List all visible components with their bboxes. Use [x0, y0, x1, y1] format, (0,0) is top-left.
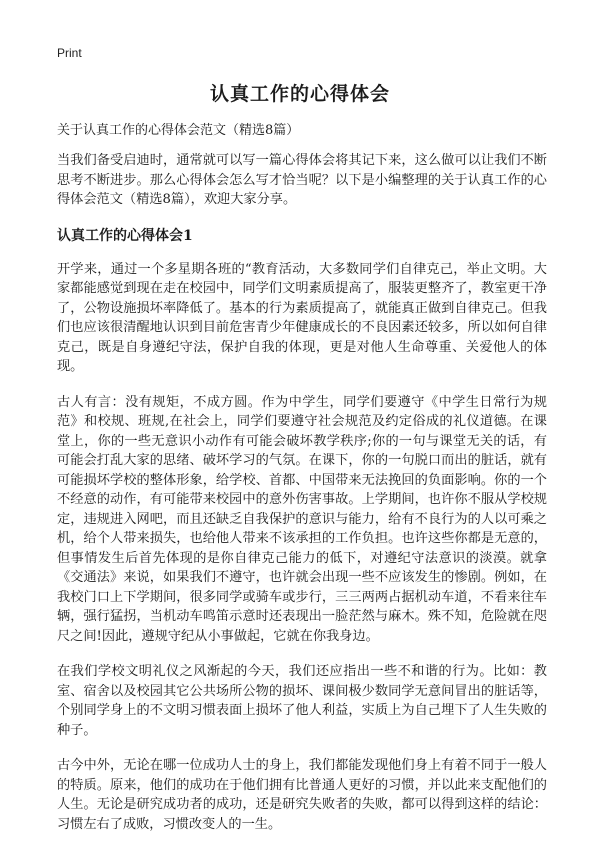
- body-paragraph-3: 在我们学校文明礼仪之风渐起的今天，我们还应指出一些不和谐的行为。比如：教室、宿舍以及校园其它公共场所公物的损坏、课间极少数同学无意间冒出的脏话等，个别同学身上的不文明习惯表面上损坏了他人利益，实质上为自己埋下了人生失败的种子。: [57, 664, 547, 738]
- article-subtitle: 关于认真工作的心得体会范文（精选8篇）: [57, 123, 300, 138]
- section-heading: 认真工作的心得体会1: [57, 227, 193, 244]
- body-paragraph-2: 古人有言：没有规矩，不成方圆。作为中学生，同学们要遵守《中学生日常行为规范》和校规、班规,在社会上，同学们要遵守社会规范及约定俗成的礼仪道德。在课堂上，你的一些无意识小动作有可能会破坏教学秩序;你的一句与课堂无关的话，有可能会打乱大家的思绪、破坏学习的气氛。在课下，你的一句脱口而出的脏话，就有可能损坏学校的整体形象，给学校、首都、中国带来无法挽回的负面影响。你的一个不经意的动作，有可能带来校园中的意外伤害事故。上学期间，也许你不服从学校规定，违规进入网吧，而且还缺乏自我保护的意识与能力，给有不良行为的人以可乘之机，给个人带来损失，也给他人带来不该承担的工作负担。也许这些你都是无意的，但事情发生后首先体现的是你自律克己能力的低下，对遵纪守法意识的淡漠。就拿《交通法》来说，如果我们不遵守，也许就会出现一些不应该发生的惨剧。例如，在我校门口上下学期间，很多同学或骑车或步行，三三两两占据机动车道，不看来往车辆，强行猛拐，当机动车鸣笛示意时还表现出一脸茫然与麻木。殊不知，危险就在咫尺之间!因此，遵规守纪从小事做起，它就在你我身边。: [57, 394, 547, 644]
- print-link[interactable]: Print: [57, 46, 82, 60]
- body-paragraph-1: 开学来，通过一个多星期各班的“教育活动，大多数同学们自律克己，举止文明。大家都能感觉到现在走在校园中，同学们文明素质提高了，服装更整齐了，教室更干净了，公物设施损坏率降低了。基本的行为素质提高了，就能真正做到自律克己。但我们也应该很清醒地认识到目前危害青少年健康成长的不良因素还较多，所以如何自律克己，既是自身遵纪守法，保护自我的体现，更是对他人生命尊重、关爱他人的体现。: [57, 261, 547, 374]
- page-title: 认真工作的心得体会: [209, 83, 390, 105]
- body-paragraph-4: 古今中外，无论在哪一位成功人士的身上，我们都能发现他们身上有着不同于一般人的特质。原来，他们的成功在于他们拥有比普通人更好的习惯，并以此来支配他们的人生。无论是研究成功者的成功，还是研究失败者的失败，都可以得到这样的结论：习惯左右了成败，习惯改变人的一生。: [57, 758, 547, 832]
- article-body: [57, 121, 547, 850]
- intro-paragraph: 当我们备受启迪时，通常就可以写一篇心得体会将其记下来，这么做可以让我们不断思考不断进步。那么心得体会怎么写才恰当呢？以下是小编整理的关于认真工作的心得体会范文（精选8篇），欢迎大家分享。: [57, 153, 547, 207]
